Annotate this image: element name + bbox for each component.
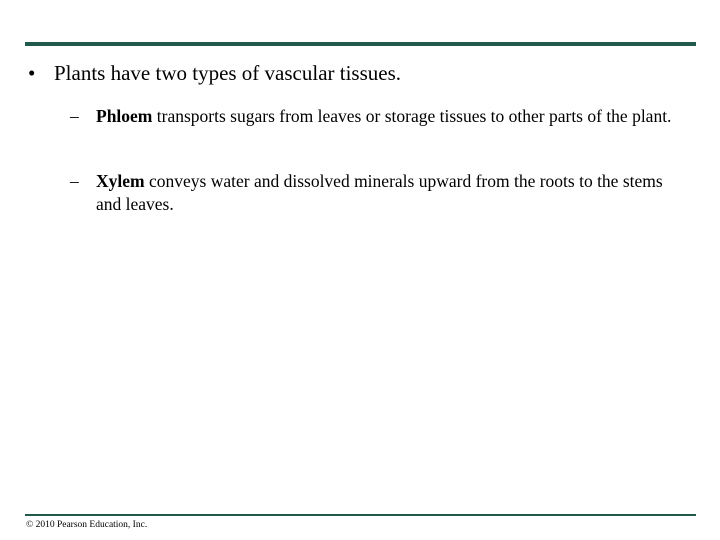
phloem-description: transports sugars from leaves or storage tissues to other parts of the plant. <box>152 106 672 126</box>
bottom-divider-rule <box>25 514 696 516</box>
sub-bullet-marker: – <box>70 171 79 191</box>
top-divider-rule <box>25 42 696 46</box>
sub-bullet-marker: – <box>70 106 79 126</box>
bullet-marker: • <box>28 61 36 85</box>
main-bullet-text: Plants have two types of vascular tissues. <box>54 61 402 85</box>
term-phloem: Phloem <box>96 106 153 126</box>
xylem-description: conveys water and dissolved minerals upward from the roots to the stems and leaves. <box>96 171 663 214</box>
main-bullet-point <box>28 60 401 86</box>
copyright-footer: © 2010 Pearson Education, Inc. <box>26 520 148 530</box>
sub-bullet-xylem <box>70 170 685 216</box>
sub-bullet-phloem <box>70 105 685 128</box>
term-xylem: Xylem <box>96 171 145 191</box>
